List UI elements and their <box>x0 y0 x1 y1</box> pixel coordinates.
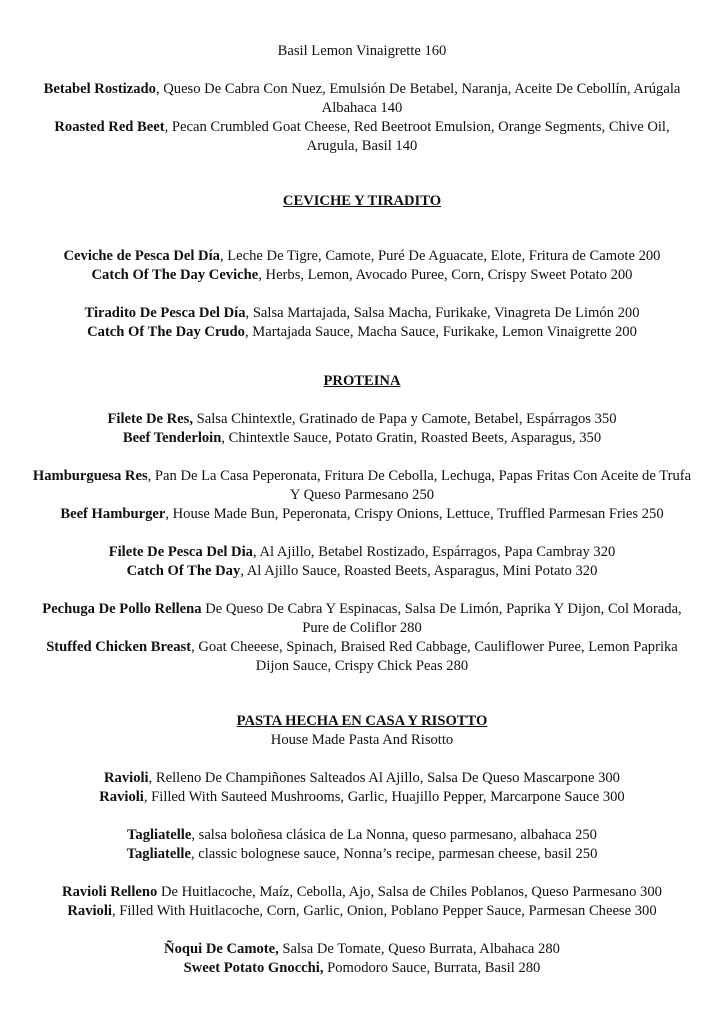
menu-item-en <box>30 429 694 448</box>
menu-item-en <box>30 959 694 978</box>
item-description: , Herbs, Lemon, Avocado Puree, Corn, Crispy Sweet Potato 200 <box>258 267 633 283</box>
item-name: Betabel Rostizado <box>43 81 156 97</box>
item-description: , Al Ajillo Sauce, Roasted Beets, Asparagus, Mini Potato 320 <box>240 563 598 579</box>
menu-item-en <box>30 845 694 864</box>
section-heading-pasta: PASTA HECHA EN CASA Y RISOTTO <box>236 713 488 729</box>
item-description: , Goat Cheeese, Spinach, Braised Red Cabbage, Cauliflower Puree, Lemon Paprika Dijon Sauce, Crispy Chick Peas 280 <box>191 639 678 674</box>
item-name: Tiradito De Pesca Del Día <box>84 305 246 321</box>
item-description: , salsa boloñesa clásica de La Nonna, queso parmesano, albahaca 250 <box>191 827 597 843</box>
menu-item-en <box>30 638 694 676</box>
item-description: , House Made Bun, Peperonata, Crispy Onions, Lettuce, Truffled Parmesan Fries 250 <box>165 506 664 522</box>
item-description: , Al Ajillo, Betabel Rostizado, Espárragos, Papa Cambray 320 <box>252 544 616 560</box>
item-description: , Queso De Cabra Con Nuez, Emulsión De Betabel, Naranja, Aceite De Cebollín, Arúgala Albahaca 140 <box>155 81 681 116</box>
menu-item-en <box>30 902 694 921</box>
menu-item-es <box>30 467 694 505</box>
menu-item-es <box>30 543 694 562</box>
item-name: Ravioli <box>104 770 149 786</box>
menu-item-es <box>30 247 694 266</box>
item-description: , Pan De La Casa Peperonata, Fritura De Cebolla, Lechuga, Papas Fritas Con Aceite de Trufa Y Queso Parmesano 250 <box>147 468 692 503</box>
item-name: Filete De Res, <box>107 411 193 427</box>
item-name: Hamburguesa Res <box>32 468 148 484</box>
item-name: Tagliatelle <box>127 827 192 843</box>
item-name: Ravioli <box>67 903 112 919</box>
item-description: Salsa Chintextle, Gratinado de Papa y Camote, Betabel, Espárragos 350 <box>192 411 617 427</box>
item-name: Ravioli Relleno <box>62 884 158 900</box>
item-description: , classic bolognese sauce, Nonna’s recipe, parmesan cheese, basil 250 <box>190 846 598 862</box>
item-name: Catch Of The Day <box>126 563 241 579</box>
menu-item-en <box>30 505 694 524</box>
menu-item-es <box>30 769 694 788</box>
item-description: , Leche De Tigre, Camote, Puré De Aguacate, Elote, Fritura de Camote 200 <box>219 248 661 264</box>
item-name: Ravioli <box>99 789 144 805</box>
item-name: Beef Hamburger <box>60 506 166 522</box>
menu-page <box>30 42 694 978</box>
menu-item-es <box>30 883 694 902</box>
item-name: Pechuga De Pollo Rellena <box>42 601 202 617</box>
item-name: Ceviche de Pesca Del Día <box>63 248 220 264</box>
item-description: De Huitlacoche, Maíz, Cebolla, Ajo, Salsa de Chiles Poblanos, Queso Parmesano 300 <box>157 884 662 900</box>
item-description: , Relleno De Champiñones Salteados Al Ajillo, Salsa De Queso Mascarpone 300 <box>148 770 620 786</box>
menu-item-es <box>30 80 694 118</box>
top-line: Basil Lemon Vinaigrette 160 <box>277 43 447 59</box>
menu-item-en <box>30 118 694 156</box>
menu-item-en <box>30 266 694 285</box>
section-subheading-pasta: House Made Pasta And Risotto <box>270 732 454 748</box>
item-name: Catch Of The Day Ceviche <box>91 267 259 283</box>
item-description: , Chintextle Sauce, Potato Gratin, Roasted Beets, Asparagus, 350 <box>221 430 602 446</box>
menu-item-es <box>30 410 694 429</box>
menu-item-en <box>30 788 694 807</box>
item-description: Pomodoro Sauce, Burrata, Basil 280 <box>323 960 541 976</box>
item-name: Beef Tenderloin <box>122 430 222 446</box>
item-description: , Filled With Huitlacoche, Corn, Garlic, Onion, Poblano Pepper Sauce, Parmesan Cheese 300 <box>111 903 657 919</box>
menu-item-es <box>30 304 694 323</box>
item-name: Catch Of The Day Crudo <box>87 324 245 340</box>
item-description: , Pecan Crumbled Goat Cheese, Red Beetroot Emulsion, Orange Segments, Chive Oil, Arugula, Basil 140 <box>164 119 670 154</box>
item-description: , Filled With Sauteed Mushrooms, Garlic, Huajillo Pepper, Marcarpone Sauce 300 <box>143 789 625 805</box>
item-name: Sweet Potato Gnocchi, <box>183 960 324 976</box>
menu-item-en <box>30 323 694 342</box>
item-name: Roasted Red Beet <box>54 119 165 135</box>
section-heading-ceviche: CEVICHE Y TIRADITO <box>282 193 442 209</box>
item-name: Ñoqui De Camote, <box>164 941 279 957</box>
menu-item-es <box>30 600 694 638</box>
item-description: , Martajada Sauce, Macha Sauce, Furikake, Lemon Vinaigrette 200 <box>244 324 637 340</box>
item-description: De Queso De Cabra Y Espinacas, Salsa De Limón, Paprika Y Dijon, Col Morada, Pure de Coliflor 280 <box>201 601 682 636</box>
menu-item-es <box>30 826 694 845</box>
menu-item-es <box>30 940 694 959</box>
section-heading-proteina: PROTEINA <box>323 373 401 389</box>
item-description: Salsa De Tomate, Queso Burrata, Albahaca 280 <box>278 941 560 957</box>
menu-item-en <box>30 562 694 581</box>
item-name: Filete De Pesca Del Dia <box>108 544 253 560</box>
item-description: , Salsa Martajada, Salsa Macha, Furikake, Vinagreta De Limón 200 <box>245 305 640 321</box>
item-name: Tagliatelle <box>126 846 191 862</box>
item-name: Stuffed Chicken Breast <box>46 639 192 655</box>
